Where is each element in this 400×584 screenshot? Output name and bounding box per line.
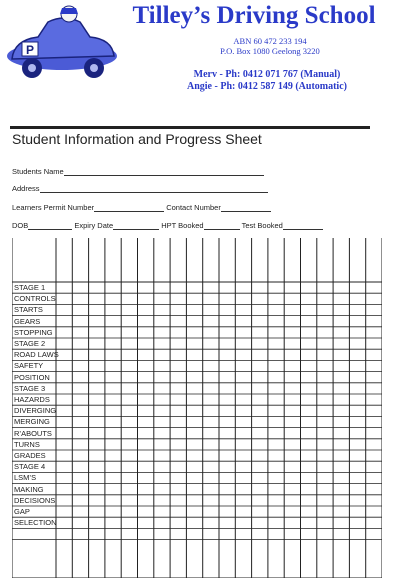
sheet-title: Student Information and Progress Sheet (12, 131, 262, 147)
stage-heading: STAGE 4 (14, 462, 46, 472)
skill-row-label: DIVERGING (14, 406, 57, 416)
skill-row-label: SELECTION (14, 518, 57, 528)
skill-row-label: HAZARDS (14, 395, 50, 404)
school-name: Tilley’s Driving School (132, 2, 376, 29)
car-logo-icon (4, 4, 120, 82)
students-name-label: Students Name (12, 167, 64, 176)
students-name-field[interactable] (12, 167, 264, 176)
learners-permit-field[interactable] (12, 203, 271, 212)
progress-grid (12, 238, 382, 578)
phone-manual: Merv - Ph: 0412 071 767 (Manual) (193, 69, 341, 80)
dates-field[interactable] (12, 221, 323, 230)
contact-number-label: Contact Number (166, 203, 221, 212)
skill-row-label: POSITION (14, 372, 50, 382)
address-label: Address (12, 184, 40, 193)
hpt-booked-label: HPT Booked (161, 221, 204, 230)
skill-row-label: R’ABOUTS (14, 428, 52, 438)
title-divider (10, 126, 370, 129)
po-box-text: P.O. Box 1080 Geelong 3220 (220, 46, 320, 56)
skill-row-label: DECISIONS (14, 495, 56, 505)
skill-row-label: MERGING (14, 417, 50, 427)
dob-label: DOB (12, 221, 29, 230)
skill-row-label: GRADES (14, 451, 46, 460)
skill-row-label: CONTROLS (14, 294, 56, 304)
address-field[interactable] (12, 184, 268, 193)
expiry-date-label: Expiry Date (74, 221, 114, 230)
phone-automatic: Angie - Ph: 0412 587 149 (Automatic) (187, 81, 347, 92)
stage-heading: STAGE 2 (14, 339, 46, 348)
skill-row-label: STOPPING (14, 327, 53, 337)
skill-row-label: GAP (14, 507, 30, 516)
learners-permit-label: Learners Permit Number (12, 203, 95, 212)
stage-heading: STAGE 3 (14, 383, 46, 393)
skill-row-label: MAKING (14, 484, 44, 494)
test-booked-label: Test Booked (241, 221, 283, 230)
abn-text: ABN 60 472 233 194 (233, 36, 307, 46)
skill-row-label: ROAD LAWS (14, 350, 59, 360)
stage-heading: STAGE 1 (14, 283, 46, 292)
skill-row-label: TURNS (14, 439, 40, 449)
logo-plate-text: P (26, 43, 35, 57)
skill-row-label: LSM’S (14, 473, 37, 483)
skill-row-label: STARTS (14, 305, 43, 315)
skill-row-label: GEARS (14, 316, 41, 326)
skill-row-label: SAFETY (14, 361, 44, 371)
